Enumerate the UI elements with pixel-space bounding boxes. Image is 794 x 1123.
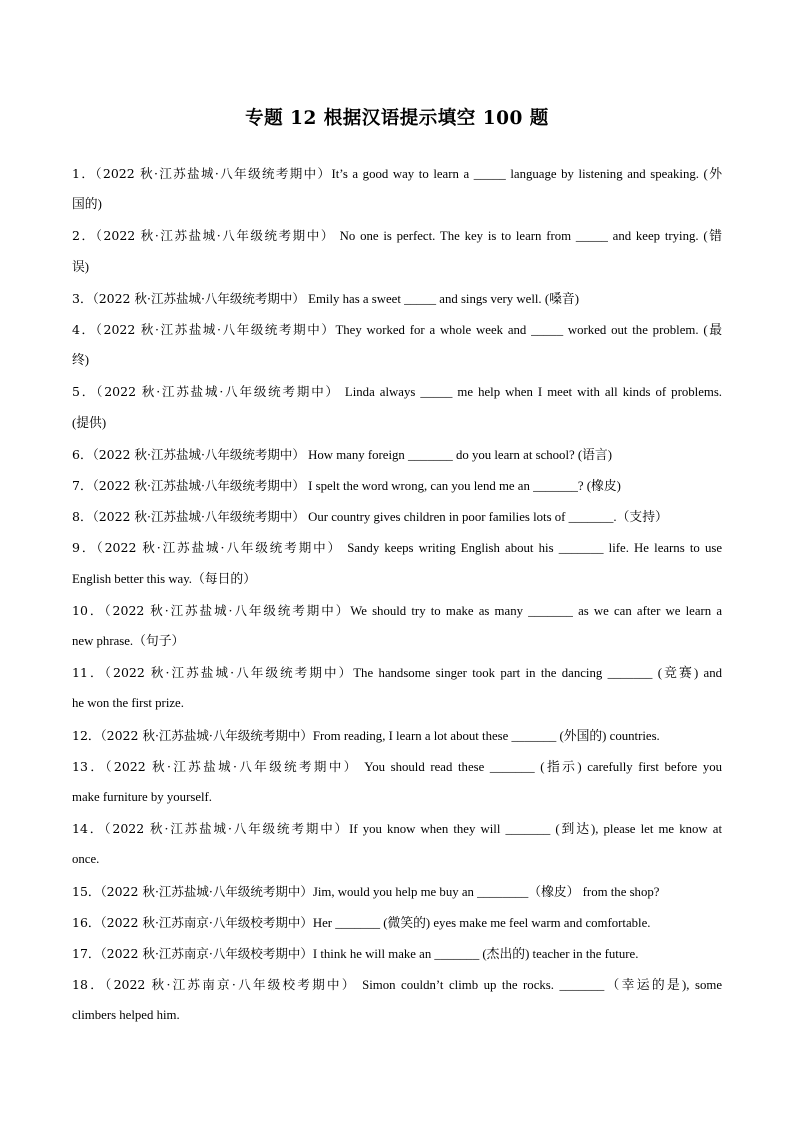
- question-source: （2022 秋·江苏盐城·八年级统考期中）: [100, 727, 313, 743]
- question-text: Simon couldn’t climb up the rocks. _______（幸运的是), some: [356, 978, 723, 993]
- question-text: We should try to make as many _______ as we can after we learn a: [350, 603, 723, 618]
- question-text: I think he will make an _______ (杰出的) teacher in the future.: [312, 947, 639, 961]
- question-source: （2022 秋·江苏盐城·八年级统考期中）: [92, 446, 305, 462]
- question-number: 9．: [72, 540, 97, 556]
- question-number: 15．: [72, 883, 101, 899]
- question-source: （2022 秋·江苏盐城·八年级统考期中）: [104, 602, 351, 618]
- question-number: 3．: [72, 290, 93, 306]
- question-number: 2．: [72, 228, 96, 244]
- question-text: Our country gives children in poor families lots of _______.（支持）: [304, 510, 668, 525]
- question-item: [72, 907, 722, 939]
- question-item: [72, 938, 722, 970]
- question-source: （2022 秋·江苏盐城·八年级统考期中）: [95, 228, 335, 244]
- question-item: [72, 501, 722, 533]
- question-text-continued: 误): [72, 259, 90, 274]
- question-text-continued: English better this way.（每日的）: [72, 571, 256, 586]
- question-text: How many foreign _______ do you learn at school? (语言): [304, 447, 612, 462]
- question-source: （2022 秋·江苏盐城·八年级统考期中）: [92, 478, 305, 493]
- question-number: 14．: [72, 821, 105, 837]
- question-item: [72, 813, 722, 845]
- question-item: [72, 532, 722, 564]
- question-item: [72, 220, 722, 252]
- question-source: （2022 秋·江苏南京·八年级校考期中）: [100, 914, 313, 930]
- question-text: The handsome singer took part in the dancing _______ (竞赛) and: [353, 666, 723, 681]
- question-source: （2022 秋·江苏盐城·八年级统考期中）: [95, 166, 332, 181]
- question-source: （2022 秋·江苏盐城·八年级统考期中）: [96, 384, 340, 400]
- question-text-continued: (提供): [72, 415, 107, 430]
- question-number: 10．: [72, 602, 105, 618]
- question-text: You should read these _______ (指示) carefully first before you: [358, 759, 723, 774]
- question-number: 6．: [72, 446, 93, 462]
- question-number: 4．: [72, 322, 96, 337]
- question-text: If you know when they will _______ (到达), please let me know at: [349, 822, 722, 837]
- question-text: Sandy keeps writing English about his _______ life. He learns to use: [342, 541, 723, 556]
- question-item: [72, 595, 722, 627]
- question-number: 1．: [72, 166, 96, 181]
- page-title: 专题 12 根据汉语提示填空 100 题: [245, 108, 549, 129]
- question-text-continued: climbers helped him.: [72, 1008, 180, 1023]
- question-text-continued: 国的): [72, 197, 102, 212]
- question-item: [72, 439, 722, 471]
- question-number: 16．: [72, 914, 101, 930]
- question-item: [72, 158, 722, 190]
- question-text: Her _______ (微笑的) eyes make me feel warm and comfortable.: [312, 915, 651, 930]
- question-source: （2022 秋·江苏南京·八年级校考期中）: [100, 946, 313, 961]
- question-text-continued: make furniture by yourself.: [72, 790, 213, 804]
- question-number: 13．: [72, 758, 106, 774]
- question-item: [72, 314, 722, 346]
- question-text: They worked for a whole week and _____ worked out the problem. (最: [335, 323, 722, 337]
- question-item: [72, 720, 722, 752]
- question-text-continued: 终): [72, 353, 90, 368]
- question-item: [72, 376, 722, 408]
- question-source: （2022 秋·江苏盐城·八年级统考期中）: [92, 290, 305, 306]
- question-text: Emily has a sweet _____ and sings very well. (嗓音): [304, 291, 579, 306]
- question-source: （2022 秋·江苏盐城·八年级统考期中）: [92, 509, 305, 525]
- question-source: （2022 秋·江苏盐城·八年级统考期中）: [104, 821, 350, 837]
- question-item: [72, 969, 722, 1001]
- question-number: 12．: [72, 727, 101, 743]
- question-text: From reading, I learn a lot about these _______ (外国的) countries.: [312, 728, 660, 743]
- question-source: （2022 秋·江苏盐城·八年级统考期中）: [95, 322, 336, 337]
- question-number: 8．: [72, 509, 93, 525]
- question-number: 7．: [72, 478, 93, 493]
- question-source: （2022 秋·江苏盐城·八年级统考期中）: [104, 665, 354, 681]
- question-item: [72, 283, 722, 315]
- question-text: It’s a good way to learn a _____ language by listening and speaking. (外: [331, 167, 723, 181]
- question-item: [72, 751, 722, 783]
- question-text-continued: new phrase.（句子）: [72, 634, 185, 648]
- question-number: 17．: [72, 946, 101, 961]
- question-text-continued: once.: [72, 852, 100, 867]
- question-source: （2022 秋·江苏南京·八年级校考期中）: [105, 977, 357, 993]
- question-source: （2022 秋·江苏盐城·八年级统考期中）: [105, 758, 359, 774]
- question-number: 5．: [72, 384, 97, 400]
- question-source: （2022 秋·江苏盐城·八年级统考期中）: [100, 883, 313, 899]
- question-source: （2022 秋·江苏盐城·八年级统考期中）: [96, 540, 343, 556]
- question-text: Linda always _____ me help when I meet with all kinds of problems.: [339, 385, 723, 400]
- question-text-continued: he won the first prize.: [72, 696, 184, 711]
- question-text: Jim, would you help me buy an ________（橡皮） from the shop?: [312, 884, 660, 899]
- question-number: 11．: [72, 665, 105, 681]
- question-item: [72, 876, 722, 908]
- question-item: [72, 657, 722, 689]
- question-text: I spelt the word wrong, can you lend me an _______? (橡皮): [304, 479, 621, 493]
- question-item: [72, 470, 722, 502]
- question-number: 18．: [72, 977, 106, 993]
- question-text: No one is perfect. The key is to learn from _____ and keep trying. (错: [334, 229, 722, 244]
